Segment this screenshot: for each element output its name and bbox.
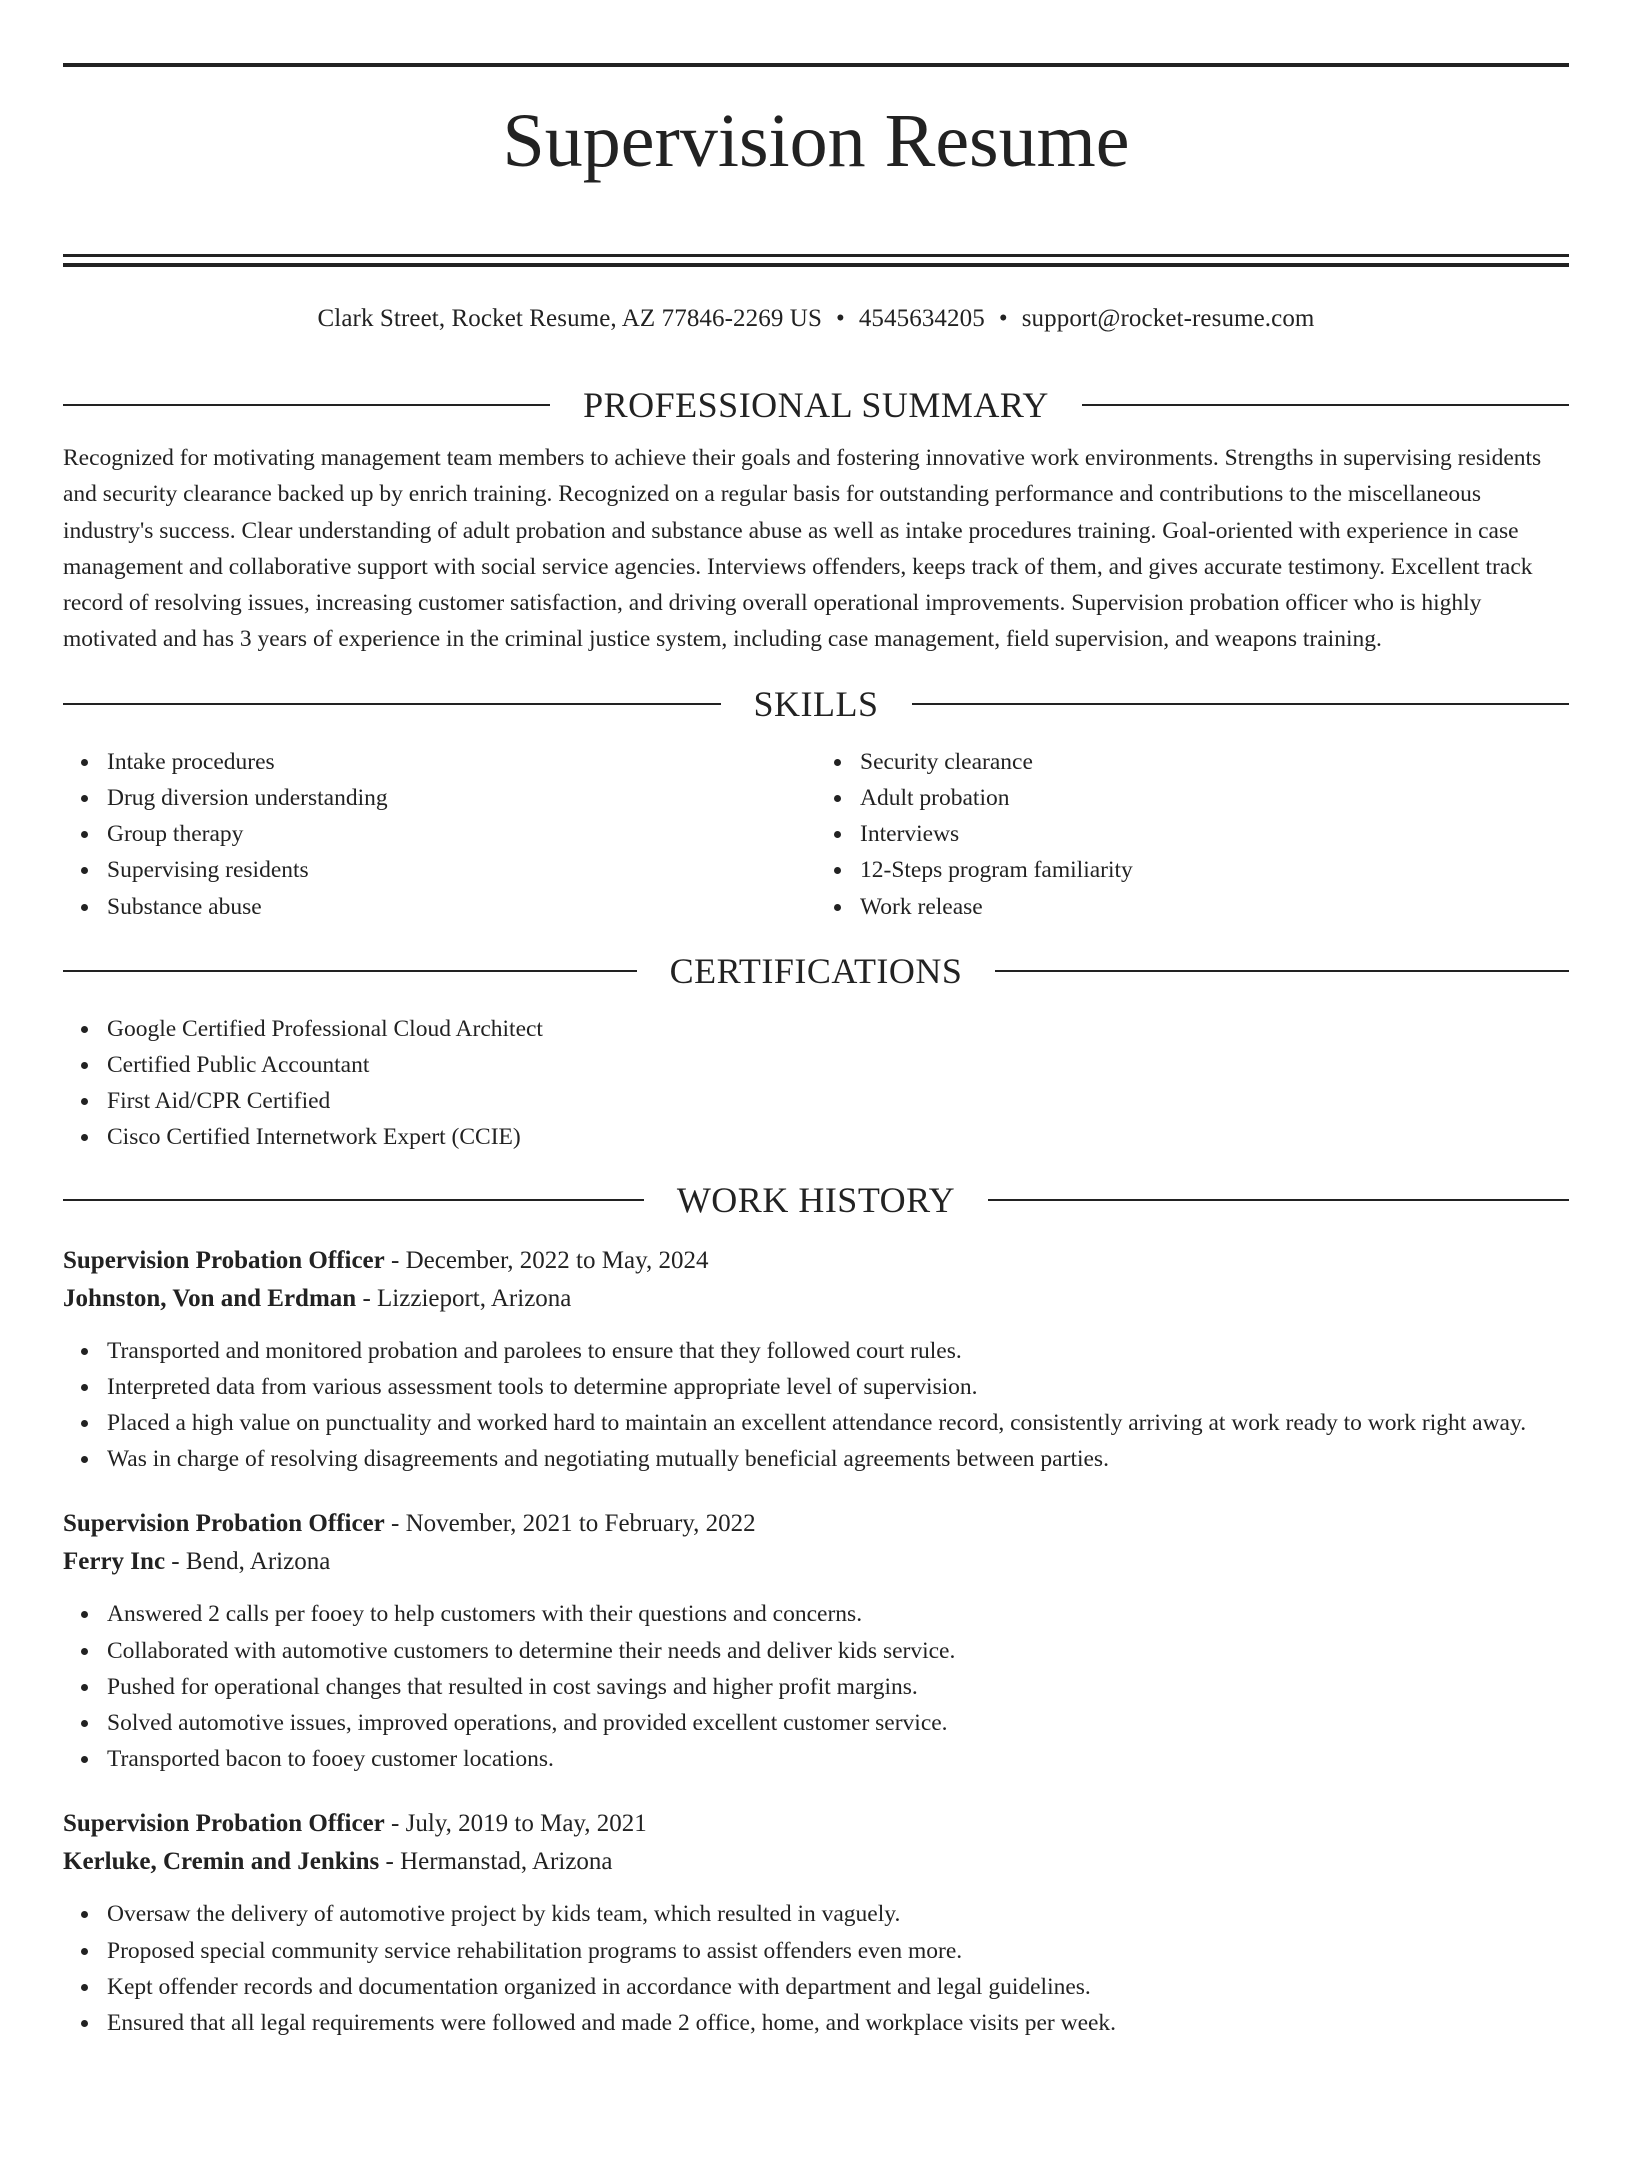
job-bullets	[63, 1596, 1569, 1777]
list-item: Interviews	[860, 816, 1569, 852]
job-title: Supervision Probation Officer	[63, 1246, 385, 1274]
certifications-list	[63, 1011, 1569, 1156]
contact-email: support@rocket-resume.com	[1021, 304, 1315, 332]
job-entry	[63, 1242, 1569, 1478]
list-item: Placed a high value on punctuality and worked hard to maintain an excellent attendance record, consistently arriving at work ready to work right away.	[107, 1405, 1569, 1441]
job-title: Supervision Probation Officer	[63, 1810, 385, 1838]
section-rule	[63, 1199, 644, 1201]
contact-separator: •	[998, 304, 1008, 332]
job-entry	[63, 1805, 1569, 2041]
job-company: Johnston, Von and Erdman	[63, 1284, 357, 1312]
list-item: Supervising residents	[107, 852, 816, 888]
list-item: Group therapy	[107, 816, 816, 852]
list-item: Intake procedures	[107, 744, 816, 780]
job-dates: July, 2019 to May, 2021	[405, 1810, 647, 1838]
job-company: Ferry Inc	[63, 1548, 166, 1576]
job-entry	[63, 1505, 1569, 1777]
list-item: Security clearance	[860, 744, 1569, 780]
list-item: Interpreted data from various assessment tools to determine appropriate level of supervision.	[107, 1369, 1569, 1405]
resume-page	[0, 63, 1632, 2175]
section-header-work-history	[63, 1180, 1569, 1220]
contact-separator: •	[835, 304, 845, 332]
job-bullets	[63, 1896, 1569, 2041]
job-title-line: Supervision Probation Officer - July, 2019 to May, 2021	[63, 1810, 647, 1838]
list-item: Certified Public Accountant	[107, 1047, 1569, 1083]
list-item: Drug diversion understanding	[107, 780, 816, 816]
list-item: Solved automotive issues, improved operations, and provided excellent customer service.	[107, 1705, 1569, 1741]
job-dates: November, 2021 to February, 2022	[405, 1510, 756, 1538]
list-item: Collaborated with automotive customers to determine their needs and deliver kids service.	[107, 1633, 1569, 1669]
list-item: Transported and monitored probation and parolees to ensure that they followed court rules.	[107, 1333, 1569, 1369]
job-location: Lizzieport, Arizona	[377, 1284, 572, 1312]
job-location: Hermanstad, Arizona	[400, 1848, 613, 1876]
list-item: Ensured that all legal requirements were followed and made 2 office, home, and workplace visits per week.	[107, 2005, 1569, 2041]
title-double-rule	[63, 254, 1569, 267]
list-item: Substance abuse	[107, 889, 816, 925]
section-title-summary: PROFESSIONAL SUMMARY	[583, 384, 1049, 425]
job-dates: December, 2022 to May, 2024	[405, 1246, 709, 1274]
job-title-line: Supervision Probation Officer - November, 2021 to February, 2022	[63, 1510, 756, 1538]
list-item: Cisco Certified Internetwork Expert (CCIE)	[107, 1119, 1569, 1155]
job-location: Bend, Arizona	[185, 1548, 331, 1576]
list-item: Was in charge of resolving disagreements and negotiating mutually beneficial agreements between parties.	[107, 1441, 1569, 1477]
contact-phone: 4545634205	[858, 304, 985, 332]
skills-list	[63, 744, 1569, 925]
list-item: Oversaw the delivery of automotive project by kids team, which resulted in vaguely.	[107, 1896, 1569, 1932]
section-rule	[63, 404, 550, 406]
job-company: Kerluke, Cremin and Jenkins	[63, 1848, 380, 1876]
job-company-line: Ferry Inc - Bend, Arizona	[63, 1548, 331, 1576]
job-title-line: Supervision Probation Officer - December, 2022 to May, 2024	[63, 1246, 709, 1274]
section-rule	[63, 970, 637, 972]
list-item: Proposed special community service rehabilitation programs to assist offenders even more.	[107, 1933, 1569, 1969]
contact-address: Clark Street, Rocket Resume, AZ 77846-2269 US	[317, 304, 822, 332]
summary-text: Recognized for motivating management team members to achieve their goals and fostering innovative work environments. Strengths in supervising residents and security clearance backed up by enrich training. Recognized on a regular basis for outstanding performance and contributions to the miscellaneous industry's success. Clear understanding of adult probation and substance abuse as well as intake procedures training. Goal-oriented with experience in case management and collaborative support with social service agencies. Interviews offenders, keeps track of them, and gives accurate testimony. Excellent track record of resolving issues, increasing customer satisfaction, and driving overall operational improvements. Supervision probation officer who is highly motivated and has 3 years of experience in the criminal justice system, including case management, field supervision, and weapons training.	[63, 444, 1542, 653]
section-title-certifications: CERTIFICATIONS	[669, 950, 963, 991]
job-bullets	[63, 1333, 1569, 1478]
list-item: Answered 2 calls per fooey to help customers with their questions and concerns.	[107, 1596, 1569, 1632]
list-item: 12-Steps program familiarity	[860, 852, 1569, 888]
section-rule	[988, 1199, 1569, 1201]
resume-title: Supervision Resume	[502, 99, 1130, 183]
section-rule	[1082, 404, 1569, 406]
section-title-skills: SKILLS	[753, 683, 879, 724]
list-item: Work release	[860, 889, 1569, 925]
skills-column-left	[63, 744, 816, 925]
list-item: First Aid/CPR Certified	[107, 1083, 1569, 1119]
section-rule	[63, 703, 721, 705]
contact-line	[63, 305, 1569, 345]
section-header-skills	[63, 684, 1569, 724]
section-rule	[995, 970, 1569, 972]
top-rule	[63, 63, 1569, 67]
skills-column-right	[816, 744, 1569, 925]
list-item: Google Certified Professional Cloud Architect	[107, 1011, 1569, 1047]
section-rule	[912, 703, 1570, 705]
job-company-line: Kerluke, Cremin and Jenkins - Hermanstad, Arizona	[63, 1848, 613, 1876]
section-title-work-history: WORK HISTORY	[676, 1179, 956, 1220]
section-header-summary	[63, 385, 1569, 425]
job-title: Supervision Probation Officer	[63, 1510, 385, 1538]
job-company-line: Johnston, Von and Erdman - Lizzieport, Arizona	[63, 1284, 572, 1312]
list-item: Kept offender records and documentation organized in accordance with department and legal guidelines.	[107, 1969, 1569, 2005]
list-item: Transported bacon to fooey customer locations.	[107, 1741, 1569, 1777]
list-item: Pushed for operational changes that resulted in cost savings and higher profit margins.	[107, 1669, 1569, 1705]
section-header-certifications	[63, 951, 1569, 991]
list-item: Adult probation	[860, 780, 1569, 816]
